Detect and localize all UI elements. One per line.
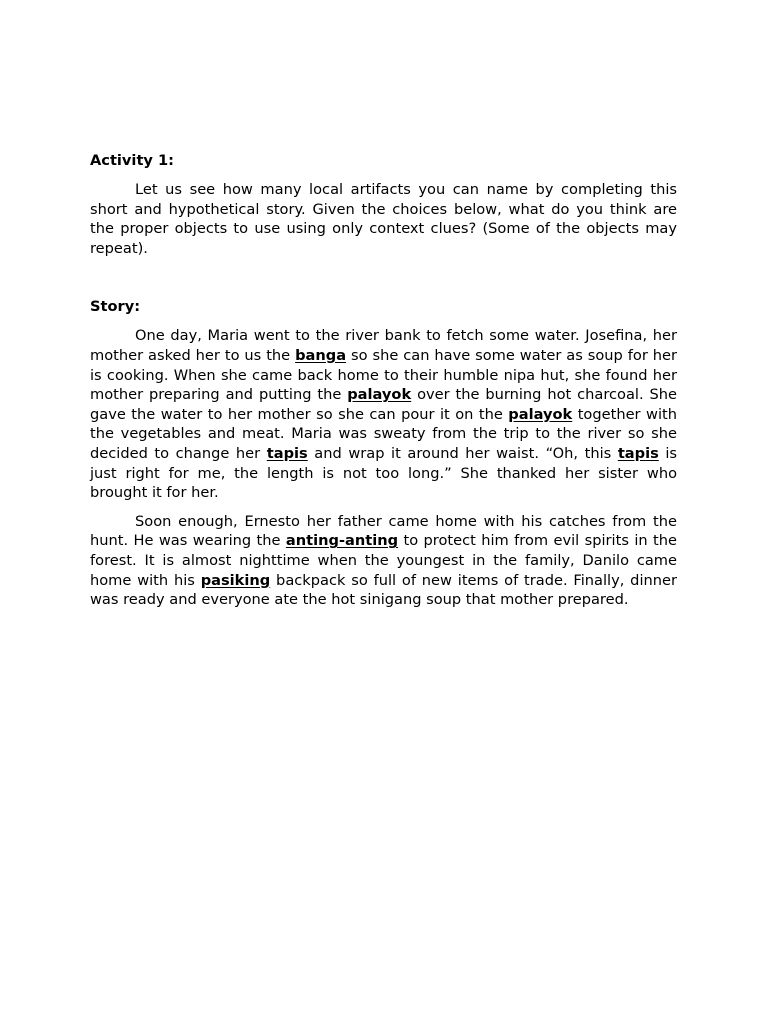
activity-instructions: Let us see how many local artifacts you can name by completing this short and hypothetical story. Given the choices below, what do you think are the proper objects to use using only context clues? (Some of the objects may repeat). bbox=[90, 181, 677, 257]
story-text-segment: together with the vegetables and meat. Maria was sweaty from the trip to the river so she decided to change her bbox=[90, 405, 677, 462]
story-text-segment: and wrap it around her waist. “Oh, this bbox=[307, 444, 618, 462]
keyword-banga: banga bbox=[295, 346, 347, 364]
story-text-segment: backpack so full of new items of trade. Finally, dinner was ready and everyone ate the hot sinigang soup that mother prepared. bbox=[90, 571, 677, 609]
keyword-palayok: palayok bbox=[347, 386, 412, 404]
keyword-tapis: tapis bbox=[617, 444, 659, 462]
activity-heading: Activity 1: bbox=[90, 152, 174, 169]
story-text-segment: so she can have some water as soup for her is cooking. When she came back home to their humble nipa hut, she found her mother preparing and putting the bbox=[90, 346, 677, 404]
story-text-segment: to protect him from evil spirits in the forest. It is almost nighttime when the youngest in the family, Danilo came home with his bbox=[90, 532, 677, 589]
story-heading: Story: bbox=[90, 298, 141, 316]
story-text-segment: over the burning hot charcoal. She gave the water to her mother so she can pour it on the bbox=[90, 386, 677, 423]
story-text-segment: Soon enough, Ernesto her father came home with his catches from the hunt. He was wearing the bbox=[90, 512, 677, 550]
story-text-segment: One day, Maria went to the river bank to fetch some water. Josefina, her mother asked her to us the bbox=[90, 327, 677, 364]
keyword-anting-anting: anting-anting bbox=[285, 532, 399, 550]
story-text-segment: is just right for me, the length is not too long.” She thanked her sister who brought it for her. bbox=[90, 444, 678, 502]
story-paragraph-1 bbox=[90, 326, 677, 502]
keyword-palayok: palayok bbox=[508, 405, 573, 423]
document-body bbox=[90, 150, 677, 610]
story-paragraph-2 bbox=[90, 512, 677, 610]
keyword-tapis: tapis bbox=[266, 444, 308, 462]
keyword-pasiking: pasiking bbox=[200, 571, 271, 589]
